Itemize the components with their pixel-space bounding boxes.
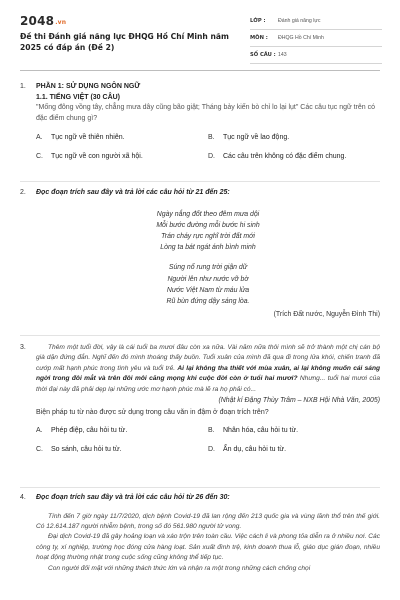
option-text: Tục ngữ về thiên nhiên.: [51, 134, 125, 141]
option-letter: A.: [36, 427, 43, 435]
passage-text: [36, 343, 380, 395]
option-letter: D.: [208, 446, 215, 454]
question-divider: [20, 181, 380, 182]
poem-line: Nước Việt Nam từ máu lửa: [166, 286, 250, 294]
question-text: Biện pháp tu từ nào được sử dụng trong câu văn in đậm ở đoạn trích trên?: [36, 408, 269, 416]
part-heading: PHẦN 1: SỬ DỤNG NGÔN NGỮ: [36, 83, 141, 90]
option-c[interactable]: [36, 445, 208, 455]
option-a[interactable]: [36, 426, 208, 436]
option-letter: C.: [36, 446, 43, 454]
question-number: 1.: [20, 83, 26, 90]
site-logo[interactable]: [20, 14, 66, 28]
option-text: Tục ngữ về con người xã hội.: [51, 153, 143, 160]
option-letter: C.: [36, 153, 43, 160]
logo-suffix: .vn: [55, 19, 67, 26]
meta-row-class: [250, 13, 382, 30]
passage-part: Thêm một tuổi đời, vậy là cái tuổi ba mươi đâu còn xa nữa. Vài năm nữa thôi mình sẽ trở thành một chị cán bộ già dặn đứng đắn. Nghĩ đến đó mình thoáng thấy buồn. Tuổi xuân của mình đã qua đi trong lửa khói, chiến tranh đã cướp mất hạnh phúc trong tình yêu và tuổi trẻ.: [36, 344, 380, 372]
meta-value: 143: [278, 52, 287, 58]
poem-line: Ngày nắng đốt theo đêm mưa dội: [156, 210, 260, 218]
poem-line: Rũ bùn đứng dậy sáng lòa.: [166, 297, 250, 305]
option-d[interactable]: [208, 152, 380, 162]
question-divider: [20, 335, 380, 336]
meta-value: ĐHQG Hồ Chí Minh: [278, 35, 324, 41]
option-text: Các câu trên không có đặc điểm chung.: [223, 153, 347, 160]
meta-row-subject: [250, 30, 382, 47]
meta-value: Đánh giá năng lực: [278, 18, 321, 24]
poem-line: Người lên như nước vỡ bờ: [167, 275, 249, 283]
poem-line: Mỗi bước đường mỗi bước hi sinh: [156, 221, 260, 229]
option-letter: B.: [208, 427, 215, 435]
question-4: [20, 493, 380, 600]
option-d[interactable]: [208, 445, 380, 455]
passage-part: Nhưng... tuổi hai mươi của thời đại này đã phải dẹp lại những ước mơ hạnh phúc mà lẽ ra họ phải có...: [36, 375, 380, 393]
option-text: Tục ngữ về lao động.: [223, 134, 290, 141]
poem-source: (Trích Đất nước, Nguyễn Đình Thi): [273, 311, 380, 319]
option-b[interactable]: [208, 426, 380, 436]
meta-label: LỚP :: [250, 18, 266, 24]
poem-line: Lòng ta bát ngát ánh bình minh: [160, 244, 256, 252]
option-letter: B.: [208, 134, 215, 141]
passage-paragraph: Đại dịch Covid-19 đã gây hoảng loạn và xáo trộn trên toàn cầu. Việc cách li và phong tỏa diễn ra ở nhiều nơi. Các công ty, xí nghiệp, trường học đóng cửa hàng loạt. Sản xuất đình trệ, kinh doanh thua lỗ, giáo dục gián đoạn, nhiều hoạt động thường nhật trong cuộc sống cũng không thể tiếp tục.: [36, 533, 380, 562]
meta-label: SỐ CÂU :: [250, 52, 276, 58]
exam-meta-table: [250, 13, 382, 64]
question-prompt: Đọc đoạn trích sau đây và trả lời các câu hỏi từ 21 đến 25:: [36, 189, 230, 196]
question-prompt: Đọc đoạn trích sau đây và trả lời các câu hỏi từ 26 đến 30:: [36, 494, 230, 501]
section-heading: 1.1. TIẾNG VIỆT (30 CÂU): [36, 93, 121, 101]
option-text: Nhân hóa, câu hỏi tu từ.: [223, 427, 299, 435]
passage-source: (Nhật kí Đặng Thùy Trâm – NXB Hội Nhà Văn, 2005): [218, 397, 380, 405]
question-number: 2.: [20, 189, 26, 196]
meta-label: MÔN :: [250, 35, 268, 41]
exam-title: Đề thi Đánh giá năng lực ĐHQG Hồ Chí Minh năm 2025 có đáp án (Đề 2): [20, 32, 229, 52]
option-b[interactable]: [208, 133, 380, 143]
option-text: Phép điệp, câu hỏi tu từ.: [51, 427, 128, 435]
question-1: [20, 82, 380, 182]
option-letter: A.: [36, 134, 43, 141]
poem-excerpt: [36, 209, 380, 308]
header-divider: [20, 70, 380, 71]
option-a[interactable]: [36, 133, 208, 143]
passage-bold-sentence: Ai lại không tha thiết với mùa xuân, ai lại không muốn cái sáng ngời trong đôi mắt và trên đôi môi căng mọng khi cuộc đời còn ở tuổi hai mươi?: [36, 364, 380, 383]
logo-text: 2048: [20, 14, 55, 28]
passage-paragraph: Tính đến 7 giờ ngày 11/7/2020, dịch bệnh Covid-19 đã lan rộng đến 213 quốc gia và vùng lãnh thổ trên thế giới. Có 12.614.187 người nhiễm bệnh, trong số đó 561.980 người tử vong.: [36, 512, 380, 530]
passage-paragraph: Con người đối mặt với những thách thức lớn và nhận ra một trong những cách chống chọi: [48, 564, 311, 572]
question-number: 4.: [20, 494, 26, 501]
question-divider: [20, 487, 380, 488]
question-number: 3.: [20, 344, 26, 351]
poem-stanza-break: [36, 253, 380, 262]
answer-options: [36, 426, 380, 464]
option-text: Ẩn dụ, câu hỏi tu từ.: [223, 446, 287, 454]
option-letter: D.: [208, 153, 215, 160]
option-c[interactable]: [36, 152, 208, 162]
question-text: "Mống đông vồng tây, chẳng mưa dây cũng bão giật; Tháng bảy kiến bò chỉ lo lại lụt" Các câu tục ngữ trên có đặc điểm chung gì?: [36, 104, 376, 122]
poem-line: Trán cháy rực nghĩ trời đất mới: [161, 232, 255, 240]
option-text: So sánh, câu hỏi tu từ.: [51, 446, 122, 454]
poem-line: Súng nổ rung trời giận dữ: [168, 264, 248, 272]
answer-options: [36, 133, 380, 171]
question-2: [20, 188, 380, 328]
question-3: [20, 343, 380, 483]
meta-row-count: [250, 47, 382, 64]
